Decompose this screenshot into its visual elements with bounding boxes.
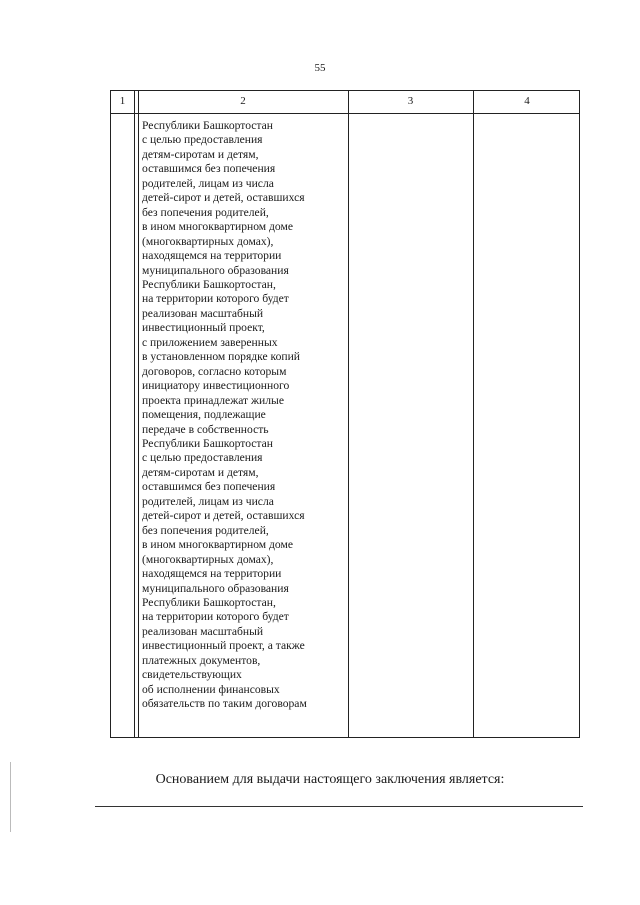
text-line: находящемся на территории — [142, 567, 282, 581]
text-line: (многоквартирных домах), — [142, 552, 274, 566]
text-line: Республики Башкортостан, — [142, 277, 276, 291]
text-line: муниципального образования — [142, 581, 289, 595]
text-line: проекта принадлежат жилые — [142, 393, 284, 407]
text-line: свидетельствующих — [142, 668, 242, 682]
text-line: договоров, согласно которым — [142, 364, 287, 378]
text-line: об исполнении финансовых — [142, 682, 280, 696]
column-header-1: 1 — [119, 95, 126, 107]
text-line: в ином многоквартирном доме — [142, 538, 293, 552]
text-line: на территории которого будет — [142, 610, 289, 624]
text-line: передаче в собственность — [142, 422, 269, 436]
text-line: инвестиционный проект, — [142, 321, 265, 335]
text-line: на территории которого будет — [142, 292, 289, 306]
text-line: оставшимся без попечения — [142, 480, 276, 494]
column-divider — [134, 91, 135, 737]
text-line: инвестиционный проект, а также — [142, 639, 305, 653]
text-line: реализован масштабный — [142, 624, 264, 638]
text-line: родителей, лицам из числа — [142, 494, 274, 508]
column-divider — [348, 91, 349, 737]
text-line: детей-сирот и детей, оставшихся — [142, 191, 305, 205]
text-line: детям-сиротам и детям, — [142, 465, 259, 479]
column-divider — [138, 91, 139, 737]
page-number: 55 — [314, 62, 326, 74]
form-table — [110, 90, 580, 738]
text-line: в установленном порядке копий — [142, 350, 301, 364]
text-line: Республики Башкортостан, — [142, 595, 276, 609]
text-line: Республики Башкортостан — [142, 119, 273, 132]
column-header-4: 4 — [524, 95, 530, 107]
basis-statement: Основанием для выдачи настоящего заключения является: — [155, 772, 505, 787]
text-line: детям-сиротам и детям, — [142, 147, 259, 161]
text-line: с целью предоставления — [142, 451, 263, 465]
text-line: Республики Башкортостан — [142, 436, 273, 450]
text-line: (многоквартирных домах), — [142, 234, 274, 248]
text-line: с приложением заверенных — [142, 335, 278, 349]
text-line: находящемся на территории — [142, 249, 282, 263]
column-divider — [473, 91, 474, 737]
column-header-3: 3 — [407, 95, 414, 107]
text-line: с целью предоставления — [142, 133, 263, 147]
scan-margin-mark — [10, 762, 11, 832]
text-line: платежных документов, — [142, 653, 261, 667]
text-line: обязательств по таким договорам — [142, 697, 307, 711]
text-line: оставшимся без попечения — [142, 162, 276, 176]
text-line: в ином многоквартирном доме — [142, 220, 293, 234]
text-line: муниципального образования — [142, 263, 289, 277]
text-line: без попечения родителей, — [142, 523, 269, 537]
column-header-2: 2 — [240, 95, 246, 107]
text-line: без попечения родителей, — [142, 205, 269, 219]
text-line: детей-сирот и детей, оставшихся — [142, 509, 305, 523]
text-line: помещения, подлежащие — [142, 408, 266, 422]
text-line: реализован масштабный — [142, 306, 264, 320]
text-line: инициатору инвестиционного — [142, 379, 290, 393]
text-line: родителей, лицам из числа — [142, 176, 274, 190]
fill-in-line — [95, 806, 583, 807]
column-2-cell-text — [142, 119, 346, 712]
